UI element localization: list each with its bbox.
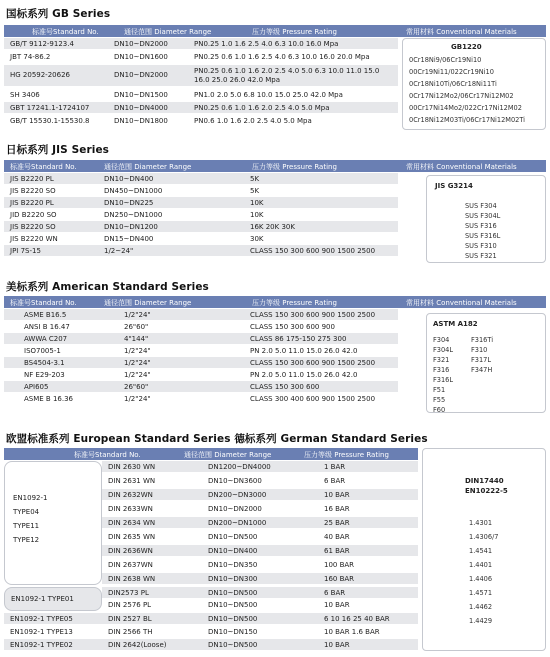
cell-diameter: 26"60" [124, 323, 149, 331]
cell-diameter: DN10~DN150 [208, 628, 258, 636]
cell-pressure: PN0.25 0.6 1.0 1.6 2.0 2.5 4.0 5.0 6.3 10.0 11.0 15.0 16.0 25.0 26.0 42.0 Mpa [194, 67, 380, 84]
table-row [4, 333, 398, 345]
european-materials-box [422, 448, 546, 651]
material-item: 1.4306/7 [469, 533, 499, 541]
cell-diameter: DN10~DN500 [208, 601, 258, 609]
cell-pressure: CLASS 150 300 600 900 [250, 323, 335, 331]
cell-pressure: 10 BAR [324, 491, 350, 499]
cell-standard: AWWA C207 [24, 335, 68, 343]
material-item: 1.4429 [469, 617, 493, 625]
table-row [102, 573, 418, 585]
gb-header-standard: 标准号Standard No. [32, 28, 99, 36]
cell-standard: DIN 2631 WN [108, 477, 156, 485]
cell-diameter: 1/2"24" [124, 311, 151, 319]
gb-header-diameter: 通径范围 Diameter Range [124, 28, 212, 36]
cell-standard: DIN 2566 TH [108, 628, 153, 636]
material-item: F317L [471, 356, 492, 364]
cell-diameter: DN10~DN300 [208, 575, 258, 583]
material-item: 0Cr18Ni10Ti/06Cr18Ni11Ti [409, 80, 497, 88]
material-item: 1.4541 [469, 547, 493, 555]
table-row [102, 503, 418, 515]
table-row [4, 221, 398, 233]
material-item: 0Cr17Ni12Mo2/06Cr17Ni12M02 [409, 92, 514, 100]
table-row [4, 321, 398, 333]
cell-diameter: DN10~DN350 [208, 561, 258, 569]
cell-diameter: 4"144" [124, 335, 149, 343]
cell-pressure: 6 BAR [324, 589, 346, 597]
material-item: SUS F321 [465, 252, 497, 260]
table-row [102, 599, 418, 611]
cell-diameter: DN10~DN4000 [114, 104, 168, 112]
gb-materials-box [402, 38, 546, 130]
cell-diameter: DN10~DN500 [208, 641, 258, 649]
cell-pressure: CLASS 300 400 600 900 1500 2500 [250, 395, 376, 403]
cell-standard: API605 [24, 383, 49, 391]
table-row [4, 197, 398, 209]
cell-pressure: 16 BAR [324, 505, 350, 513]
table-row [4, 245, 398, 257]
material-item: SUS F304 [465, 202, 497, 210]
material-item: SUS F310 [465, 242, 497, 250]
group-label-line: TYPE12 [13, 536, 40, 544]
american-header [4, 296, 546, 308]
table-row [4, 65, 398, 87]
material-item: F321 [433, 356, 450, 364]
cell-standard: GB/T 15530.1-15530.8 [10, 117, 90, 125]
cell-diameter: 26"60" [124, 383, 149, 391]
cell-diameter: 1/2"24" [124, 371, 151, 379]
european-header-diameter: 通径范围 Diameter Range [184, 451, 272, 459]
cell-label: EN1092-1 TYPE05 [10, 615, 73, 623]
cell-diameter: DN10~DN500 [208, 589, 258, 597]
cell-standard: DIN 2635 WN [108, 533, 156, 541]
table-row [4, 102, 398, 114]
cell-diameter: DN10~DN1800 [114, 117, 168, 125]
table-row [4, 38, 398, 50]
cell-pressure: 25 BAR [324, 519, 350, 527]
materials-title: JIS G3214 [435, 182, 473, 190]
cell-diameter: DN10~DN225 [104, 199, 154, 207]
cell-diameter: DN10~DN400 [208, 547, 258, 555]
cell-pressure: CLASS 86 175-150 275 300 [250, 335, 347, 343]
cell-pressure: 10K [250, 199, 264, 207]
material-item: 00Cr19Ni11/022Cr19Ni10 [409, 68, 494, 76]
american-header-materials: 常用材料 Conventional Materials [406, 299, 517, 307]
table-row [4, 613, 418, 625]
american-title: 美标系列 American Standard Series [6, 281, 209, 293]
cell-pressure: 61 BAR [324, 547, 350, 555]
cell-pressure: PN 2.0 5.0 11.0 15.0 26.0 42.0 [250, 347, 358, 355]
material-item: F304 [433, 336, 450, 344]
cell-standard: JIS B2220 PL [10, 175, 54, 183]
table-row [4, 626, 418, 638]
material-item: 1.4401 [469, 561, 493, 569]
material-item: SUS F316L [465, 232, 501, 240]
cell-standard: BS4504-3.1 [24, 359, 65, 367]
cell-diameter: DN10~DN500 [208, 533, 258, 541]
material-item: F347H [471, 366, 493, 374]
gb-header-materials: 常用材料 Conventional Materials [406, 28, 517, 36]
material-item: F316L [433, 376, 454, 384]
american-header-standard: 标准号Standard No. [10, 299, 77, 307]
cell-label: EN1092-1 TYPE13 [10, 628, 73, 636]
table-row [4, 639, 418, 651]
cell-pressure: PN0.25 0.6 1.0 1.6 2.0 2.5 4.0 5.0 Mpa [194, 104, 330, 112]
cell-diameter: 1/2"24" [124, 395, 151, 403]
table-row [4, 185, 398, 197]
table-row [4, 51, 398, 63]
table-row [4, 345, 398, 357]
cell-standard: SH 3406 [10, 91, 40, 99]
jis-header-diameter: 通径范围 Diameter Range [104, 163, 192, 171]
table-row [102, 475, 418, 487]
american-header-diameter: 通径范围 Diameter Range [104, 299, 192, 307]
cell-diameter: 1/2"24" [124, 359, 151, 367]
cell-standard: DIN 2637WN [108, 561, 153, 569]
jis-header-standard: 标准号Standard No. [10, 163, 77, 171]
american-header-pressure: 压力等级 Pressure Rating [252, 299, 337, 307]
material-item: 1.4301 [469, 519, 493, 527]
table-row [4, 89, 398, 101]
group-label-line: EN1092-1 [13, 494, 48, 502]
european-header [4, 448, 418, 460]
european-header-pressure: 压力等级 Pressure Rating [304, 451, 389, 459]
cell-pressure: CLASS 150 300 600 900 1500 2500 [250, 247, 376, 255]
cell-pressure: PN0.25 1.0 1.6 2.5 4.0 6.3 10.0 16.0 Mpa [194, 40, 339, 48]
en1092-type-group-label [4, 461, 102, 585]
cell-standard: DIN 2638 WN [108, 575, 156, 583]
cell-diameter: DN10~DN3600 [208, 477, 262, 485]
cell-standard: NF E29-203 [24, 371, 65, 379]
table-row [4, 381, 398, 393]
cell-pressure: PN0.25 0.6 1.0 1.6 2.5 4.0 6.3 10.0 16.0 20.0 Mpa [194, 53, 370, 61]
gb-title: 国标系列 GB Series [6, 8, 111, 20]
materials-title: GB1220 [451, 43, 482, 51]
material-item: F304L [433, 346, 454, 354]
cell-standard: DIN2573 PL [108, 589, 149, 597]
table-row [4, 115, 398, 127]
material-item: 00Cr17Ni14Mo2/022Cr17Ni12M02 [409, 104, 522, 112]
cell-standard: DIN 2630 WN [108, 463, 156, 471]
cell-diameter: DN10~DN2000 [114, 40, 168, 48]
materials-title: ASTM A182 [433, 320, 478, 328]
cell-pressure: 16K 20K 30K [250, 223, 295, 231]
gb-header-pressure: 压力等级 Pressure Rating [252, 28, 337, 36]
jis-title: 日标系列 JIS Series [6, 144, 110, 156]
cell-diameter: DN10~DN400 [104, 175, 154, 183]
table-row [4, 209, 398, 221]
cell-pressure: PN0.6 1.0 1.6 2.0 2.5 4.0 5.0 Mpa [194, 117, 312, 125]
cell-label: EN1092-1 TYPE02 [10, 641, 73, 649]
cell-standard: DIN 2632WN [108, 491, 153, 499]
table-row [4, 233, 398, 245]
cell-standard: DIN 2527 BL [108, 615, 152, 623]
table-row [4, 369, 398, 381]
cell-diameter: DN200~DN3000 [208, 491, 267, 499]
gb-header [4, 25, 546, 37]
cell-pressure: 1 BAR [324, 463, 346, 471]
cell-pressure: PN 2.0 5.0 11.0 15.0 26.0 42.0 [250, 371, 358, 379]
material-item: 1.4571 [469, 589, 493, 597]
cell-diameter: DN10~DN2000 [208, 505, 262, 513]
material-item: 0Cr18Ni12M03Ti/06Cr17Ni12M02Ti [409, 116, 525, 124]
cell-pressure: CLASS 150 300 600 900 1500 2500 [250, 359, 376, 367]
cell-standard: ASME B 16.36 [24, 395, 73, 403]
cell-diameter: DN10~DN1200 [104, 223, 158, 231]
cell-diameter: DN10~DN2000 [114, 71, 168, 79]
cell-standard: ISO7005-1 [24, 347, 61, 355]
material-item: 0Cr18Ni9/06Cr19Ni10 [409, 56, 482, 64]
material-item: F60 [433, 406, 446, 414]
cell-standard: DIN 2576 PL [108, 601, 152, 609]
material-item: SUS F316 [465, 222, 497, 230]
cell-pressure: 5K [250, 187, 260, 195]
material-item: 1.4462 [469, 603, 493, 611]
group-label-line: TYPE11 [13, 522, 40, 530]
cell-diameter: DN1200~DN4000 [208, 463, 271, 471]
material-item: SUS F304L [465, 212, 501, 220]
cell-diameter: DN250~DN1000 [104, 211, 163, 219]
cell-standard: ANSI B 16.47 [24, 323, 70, 331]
cell-standard: JPI 7S-15 [10, 247, 41, 255]
material-item: F316Ti [471, 336, 494, 344]
cell-diameter: DN10~DN1500 [114, 91, 168, 99]
cell-standard: JIS B2220 SO [10, 223, 56, 231]
cell-standard: JID B2220 SO [10, 211, 57, 219]
material-item: F51 [433, 386, 446, 394]
cell-standard: DIN 2633WN [108, 505, 153, 513]
cell-pressure: 40 BAR [324, 533, 350, 541]
cell-diameter: DN15~DN400 [104, 235, 154, 243]
table-row [4, 393, 398, 405]
cell-pressure: 10 BAR [324, 601, 350, 609]
cell-diameter: DN10~DN1600 [114, 53, 168, 61]
cell-standard: DIN 2636WN [108, 547, 153, 555]
cell-standard: JIS B2220 PL [10, 199, 54, 207]
en1092-type01-label [4, 587, 102, 611]
jis-header-pressure: 压力等级 Pressure Rating [252, 163, 337, 171]
cell-standard: DIN 2642(Loose) [108, 641, 167, 649]
table-row [4, 357, 398, 369]
table-row [102, 531, 418, 543]
cell-diameter: DN200~DN1000 [208, 519, 267, 527]
material-item: F55 [433, 396, 446, 404]
table-row [102, 587, 418, 599]
jis-materials-box [426, 175, 546, 263]
table-row [102, 489, 418, 501]
cell-pressure: CLASS 150 300 600 [250, 383, 320, 391]
cell-pressure: 100 BAR [324, 561, 355, 569]
cell-pressure: 10 BAR 1.6 BAR [324, 628, 380, 636]
material-item: F316 [433, 366, 450, 374]
american-materials-box [426, 313, 546, 413]
group-label-line: EN1092-1 TYPE01 [11, 595, 74, 603]
cell-diameter: 1/2"24" [124, 347, 151, 355]
material-item: 1.4406 [469, 575, 493, 583]
group-label-line: TYPE04 [13, 508, 40, 516]
cell-pressure: 160 BAR [324, 575, 355, 583]
cell-pressure: 30K [250, 235, 264, 243]
table-row [102, 517, 418, 529]
cell-pressure: PN1.0 2.0 5.0 6.8 10.0 15.0 25.0 42.0 Mpa [194, 91, 343, 99]
cell-standard: HG 20592-20626 [10, 71, 70, 79]
cell-standard: GBT 17241.1-1724107 [10, 104, 90, 112]
cell-standard: DIN 2634 WN [108, 519, 156, 527]
cell-diameter: DN10~DN500 [208, 615, 258, 623]
cell-diameter: 1/2~24" [104, 247, 134, 255]
cell-pressure: 6 BAR [324, 477, 346, 485]
cell-standard: GB/T 9112-9123.4 [10, 40, 74, 48]
materials-title: EN10222-5 [465, 487, 508, 495]
cell-standard: ASME B16.5 [24, 311, 67, 319]
materials-title: DIN17440 [465, 477, 504, 485]
table-row [4, 309, 398, 321]
cell-pressure: 5K [250, 175, 260, 183]
cell-pressure: 10K [250, 211, 264, 219]
cell-standard: JIS B2220 SO [10, 187, 56, 195]
cell-pressure: CLASS 150 300 600 900 1500 2500 [250, 311, 376, 319]
jis-header-materials: 常用材料 Conventional Materials [406, 163, 517, 171]
cell-standard: JIS B2220 WN [10, 235, 58, 243]
jis-header [4, 160, 546, 172]
table-row [102, 461, 418, 473]
cell-standard: JBT 74-86.2 [10, 53, 51, 61]
material-item: F310 [471, 346, 488, 354]
european-title: 欧盟标准系列 European Standard Series 德标系列 German Standard Series [6, 433, 428, 445]
table-row [102, 545, 418, 557]
table-row [102, 559, 418, 571]
table-row [4, 173, 398, 185]
european-header-standard: 标准号Standard No. [74, 451, 141, 459]
cell-diameter: DN450~DN1000 [104, 187, 163, 195]
cell-pressure: 10 BAR [324, 641, 350, 649]
cell-pressure: 6 10 16 25 40 BAR [324, 615, 390, 623]
